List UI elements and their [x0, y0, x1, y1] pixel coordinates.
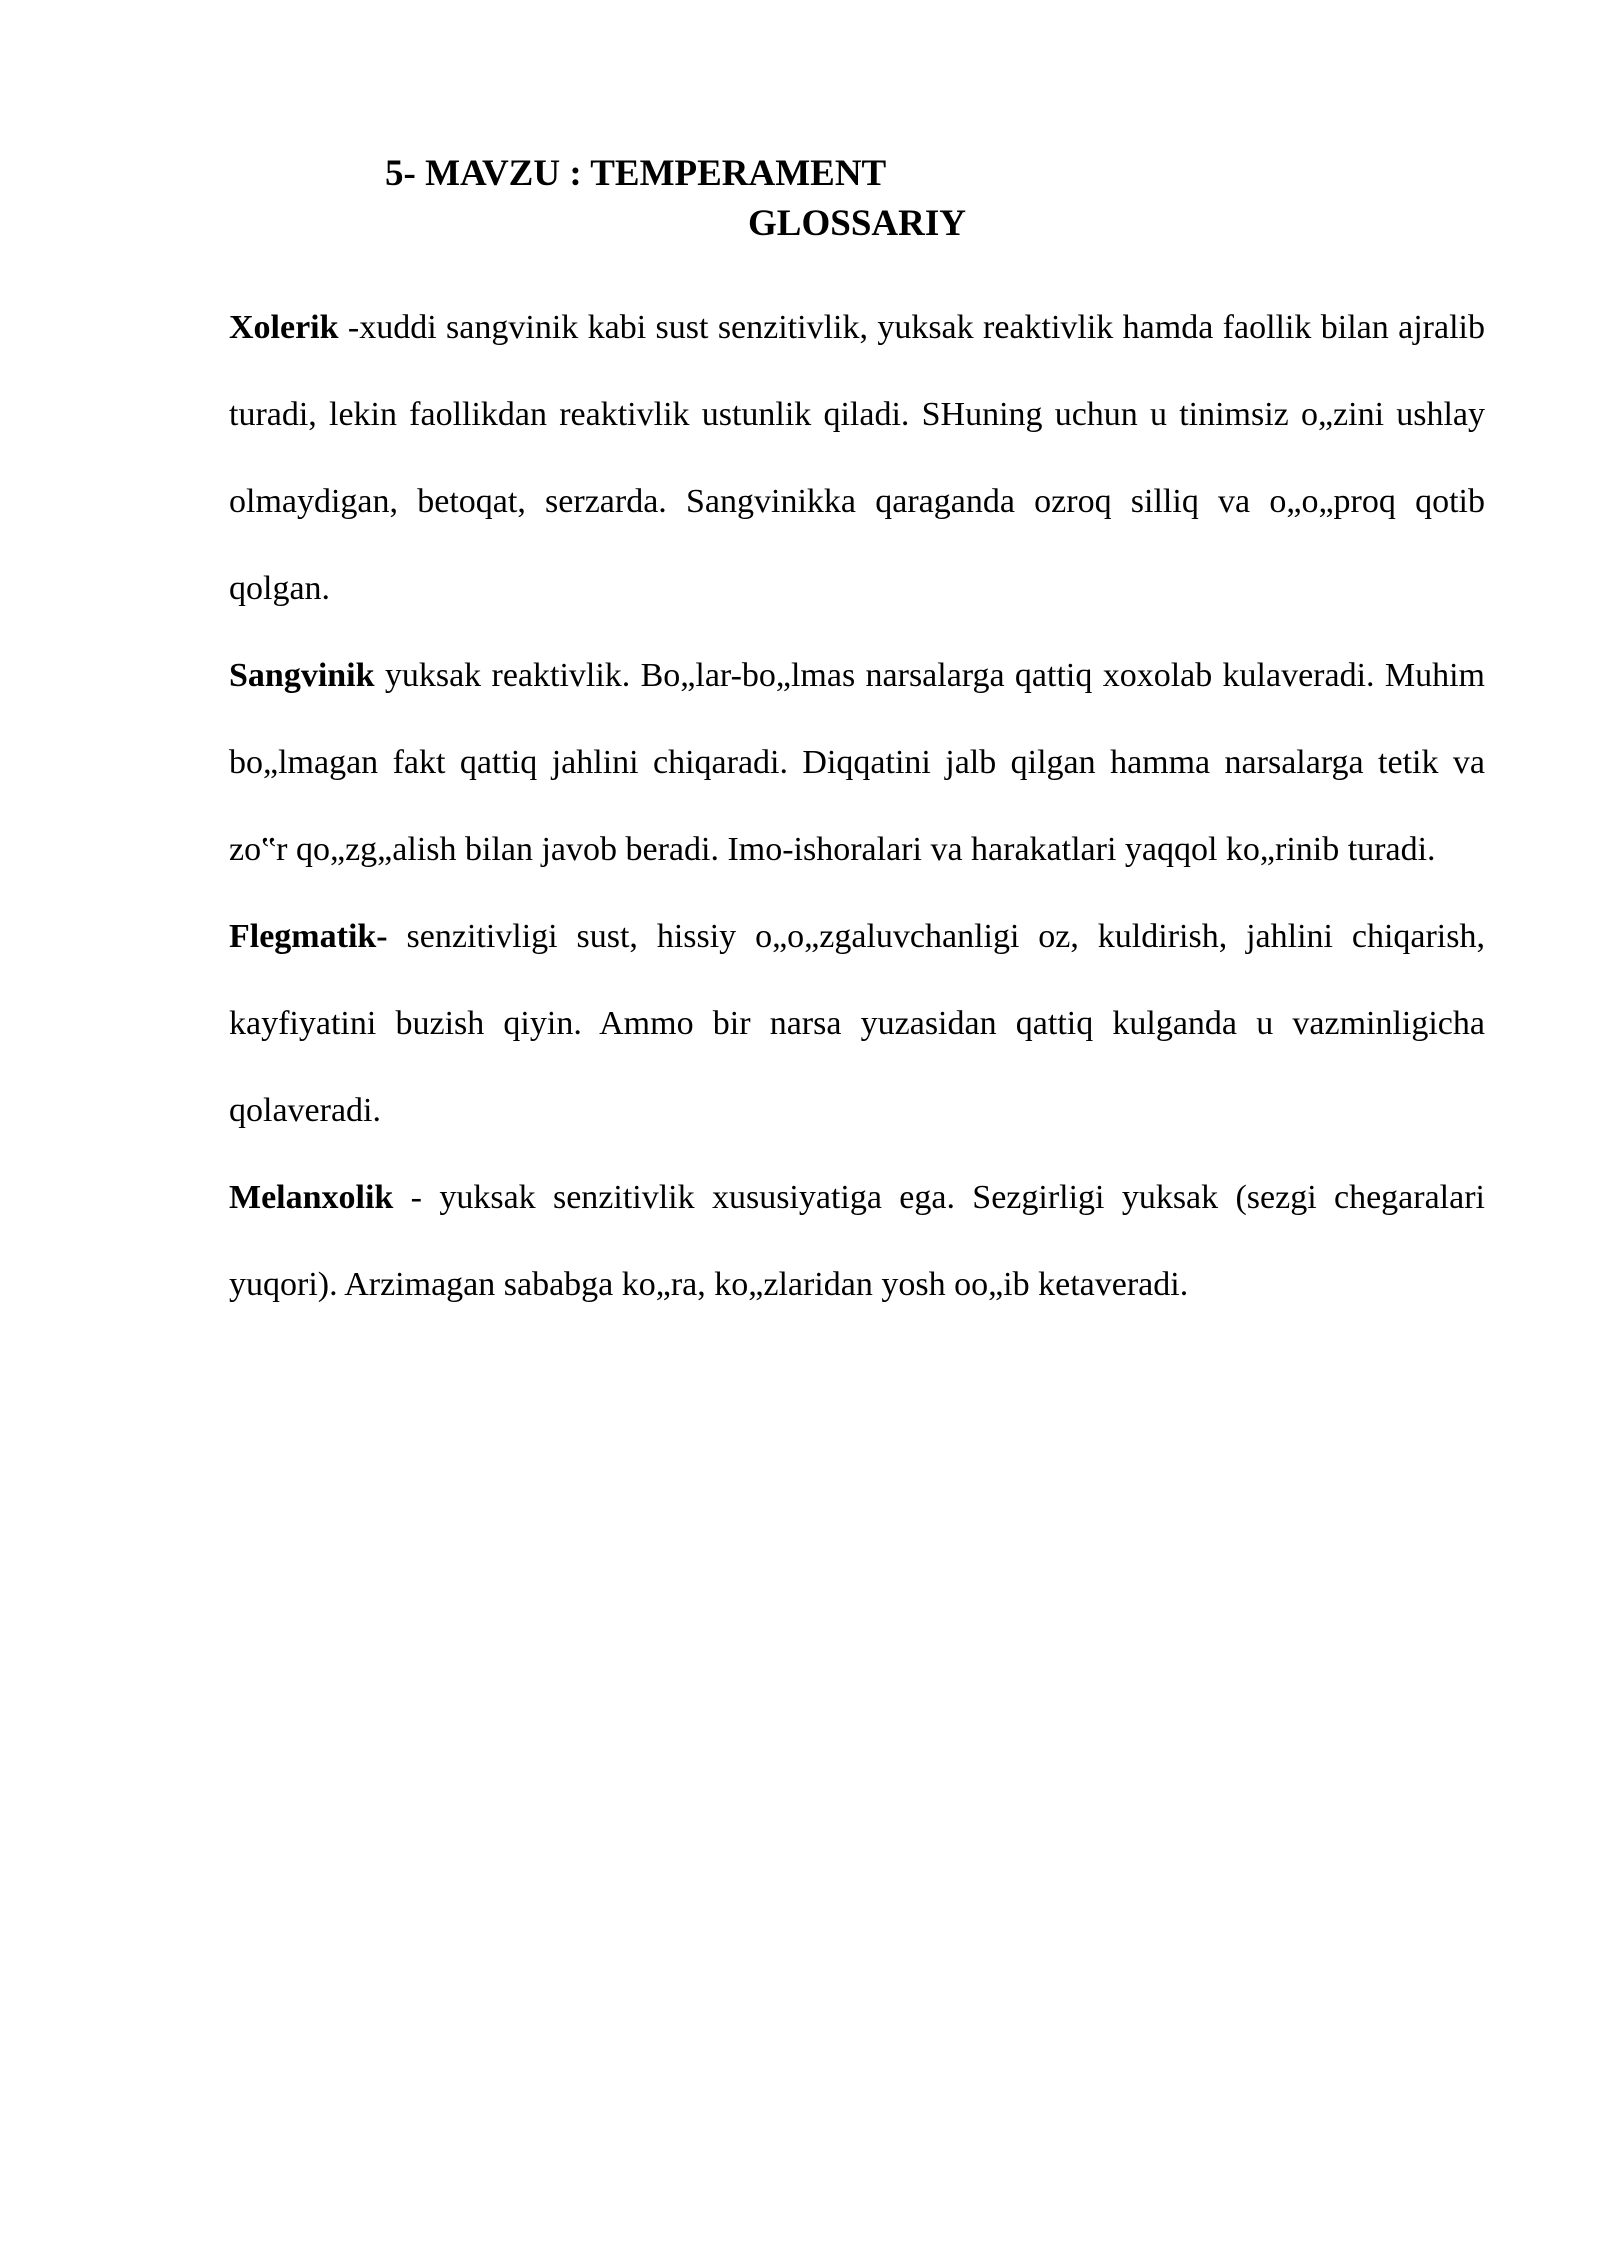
glossary-entry-melanxolik [229, 1154, 1485, 1328]
document-title: 5- MAVZU : TEMPERAMENT [385, 153, 887, 194]
glossary-body [229, 284, 1485, 1328]
glossary-term: Flegmatik- [229, 918, 388, 955]
glossary-definition: - yuksak senzitivlik xususiyatiga ega. Sezgirligi yuksak (sezgi chegaralari yuqori). Arzimagan sababga ko„ra, ko„zlaridan yosh oo„ib ketaveradi. [229, 1179, 1485, 1303]
glossary-definition: -xuddi sangvinik kabi sust senzitivlik, yuksak reaktivlik hamda faollik bilan ajralib turadi, lekin faollikdan reaktivlik ustunlik qiladi. SHuning uchun u tinimsiz o„zini ushlay olmaydigan, betoqat, serzarda. Sangvinikka qaraganda ozroq silliq va o„o„proq qotib qolgan. [229, 309, 1485, 607]
glossary-definition: yuksak reaktivlik. Bo„lar-bo„lmas narsalarga qattiq xoxolab kulaveradi. Muhim bo„lmagan fakt qattiq jahlini chiqaradi. Diqqatini jalb qilgan hamma narsalarga tetik va zo‟r qo„zg„alish bilan javob beradi. Imo-ishoralari va harakatlari yaqqol ko„rinib turadi. [229, 657, 1485, 868]
glossary-term: Sangvinik [229, 657, 375, 694]
glossary-definition: senzitivligi sust, hissiy o„o„zgaluvchanligi oz, kuldirish, jahlini chiqarish, kayfiyatini buzish qiyin. Ammo bir narsa yuzasidan qattiq kulganda u vazminligicha qolaveradi. [229, 918, 1485, 1129]
glossary-entry-flegmatik [229, 893, 1485, 1154]
glossary-entry-xolerik [229, 284, 1485, 632]
glossary-term: Melanxolik [229, 1179, 394, 1216]
glossary-entry-sangvinik [229, 632, 1485, 893]
document-subtitle: GLOSSARIY [748, 203, 966, 244]
glossary-term: Xolerik [229, 309, 339, 346]
